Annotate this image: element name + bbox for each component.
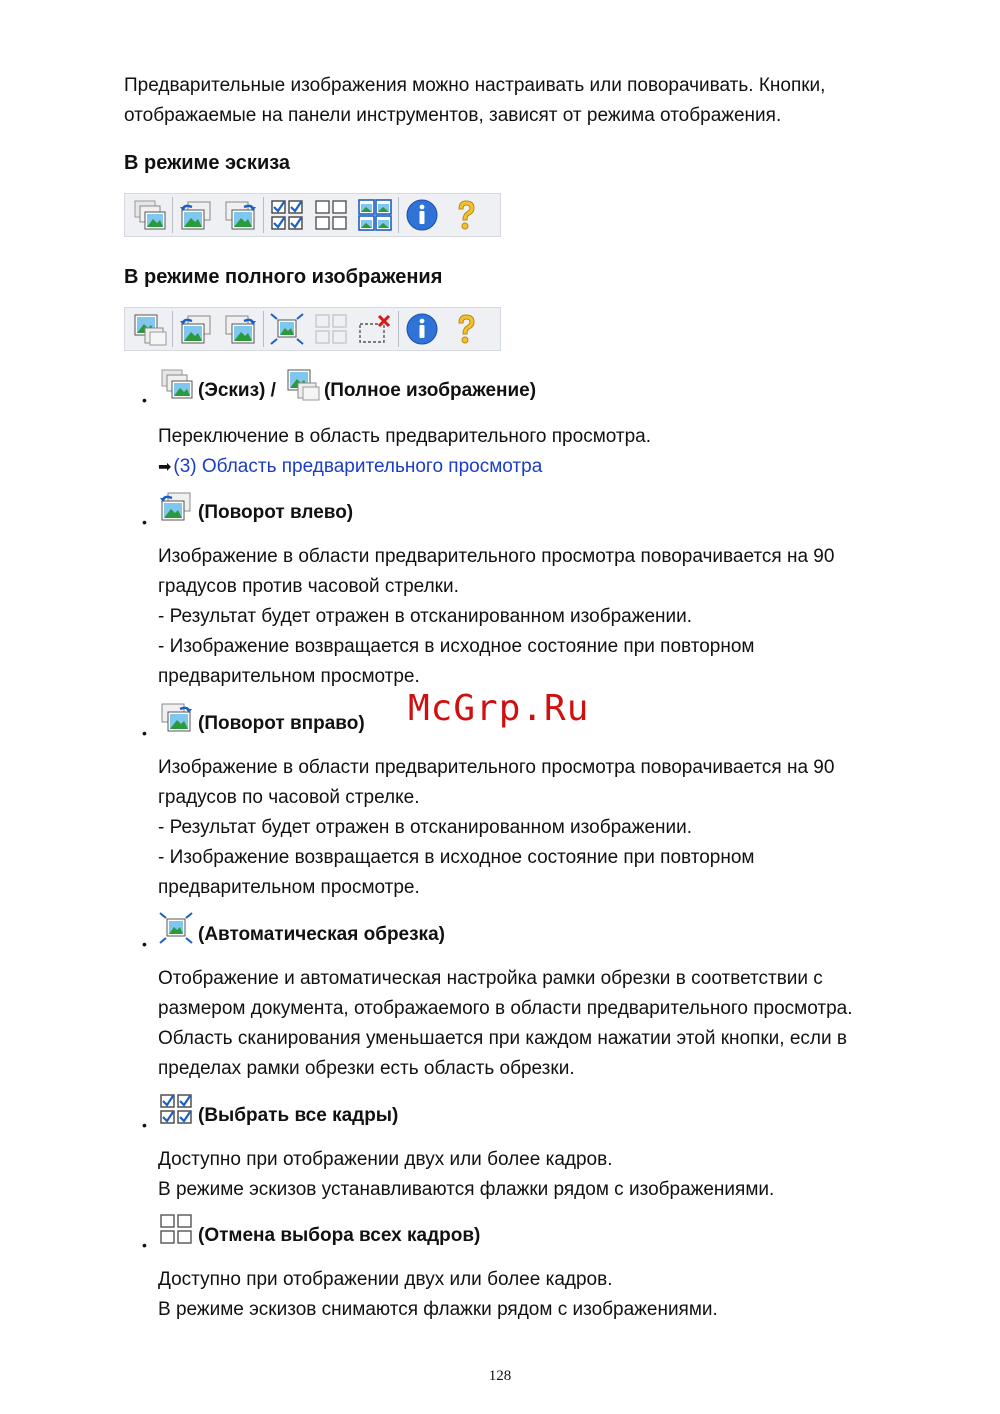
page-number: 128 (488, 1368, 512, 1384)
item-label-rotate-left: (Поворот влево) (198, 502, 354, 523)
item-desc-line: - Изображение возвращается в исходное состояние при повторном (158, 636, 755, 657)
section-thumbnail-heading: В режиме эскиза (124, 152, 291, 174)
item-desc-line: - Изображение возвращается в исходное состояние при повторном (158, 847, 755, 868)
item-desc-line: размером документа, отображаемого в области предварительного просмотра. (158, 998, 853, 1019)
bullet: • (142, 392, 147, 408)
bullet: • (142, 1117, 147, 1133)
help-icon[interactable] (444, 309, 488, 349)
deselect-grid-icon (309, 309, 353, 349)
item-desc-line: В режиме эскизов устанавливаются флажки рядом с изображениями. (158, 1179, 775, 1200)
bullet: • (142, 936, 147, 952)
intro-line-1: Предварительные изображения можно настраивать или поворачивать. Кнопки, (124, 75, 826, 96)
bullet: • (142, 725, 147, 741)
item-desc-line: предварительном просмотре. (158, 877, 420, 898)
item-desc-line: Отображение и автоматическая настройка рамки обрезки в соответствии с (158, 968, 823, 989)
item-desc-line: Переключение в область предварительного просмотра. (158, 426, 652, 447)
frames-icon[interactable] (353, 195, 397, 235)
item-label-auto-crop: (Автоматическая обрезка) (198, 924, 445, 945)
rotate-left-icon (158, 488, 194, 524)
select-all-frames-icon (158, 1091, 194, 1127)
intro-line-2: отображаемые на панели инструментов, зависят от режима отображения. (124, 105, 782, 126)
rotate-right-icon[interactable] (218, 195, 262, 235)
clear-crop-icon[interactable] (353, 309, 397, 349)
item-desc-line: - Результат будет отражен в отсканированном изображении. (158, 606, 693, 627)
item-desc-line: предварительном просмотре. (158, 666, 420, 687)
select-all-frames-icon[interactable] (265, 195, 309, 235)
item-label-select-all-frames: (Выбрать все кадры) (198, 1105, 399, 1126)
auto-crop-icon[interactable] (265, 309, 309, 349)
rotate-right-icon (158, 699, 194, 735)
auto-crop-icon (158, 910, 194, 946)
thumbnail-view-icon[interactable] (127, 195, 171, 235)
help-icon[interactable] (444, 195, 488, 235)
item-desc-line: - Результат будет отражен в отсканированном изображении. (158, 817, 693, 838)
item-desc-line: градусов против часовой стрелки. (158, 576, 459, 597)
rotate-left-icon[interactable] (174, 195, 218, 235)
rotate-right-icon[interactable] (218, 309, 262, 349)
item-desc-line: Изображение в области предварительного просмотра поворачивается на 90 (158, 546, 835, 567)
item-desc-line: Изображение в области предварительного просмотра поворачивается на 90 (158, 757, 835, 778)
full-image-view-icon[interactable] (127, 309, 171, 349)
full-image-view-icon (284, 366, 320, 402)
rotate-left-icon[interactable] (174, 309, 218, 349)
item-desc-line: пределах рамки обрезки есть область обрезки. (158, 1058, 575, 1079)
item-label-deselect-all-frames: (Отмена выбора всех кадров) (198, 1225, 481, 1246)
info-icon[interactable] (400, 195, 444, 235)
bullet: • (142, 1237, 147, 1253)
item-desc-line: градусов по часовой стрелке. (158, 787, 420, 808)
item-desc-line: Доступно при отображении двух или более кадров. (158, 1149, 613, 1170)
section-full-image-heading: В режиме полного изображения (124, 266, 443, 288)
toolbar-thumbnail-mode (124, 193, 501, 237)
bullet: • (142, 514, 147, 530)
deselect-all-frames-icon (158, 1211, 194, 1247)
deselect-all-frames-icon[interactable] (309, 195, 353, 235)
toolbar-full-image-mode (124, 307, 501, 351)
item-label-full-image: (Полное изображение) (323, 380, 537, 401)
arrow-right-icon: ➡ (158, 459, 172, 476)
info-icon[interactable] (400, 309, 444, 349)
item-label-rotate-right: (Поворот вправо) (198, 713, 365, 734)
item-desc-line: Область сканирования уменьшается при каждом нажатии этой кнопки, если в (158, 1028, 847, 1049)
item-label-thumbnail: (Эскиз) / (198, 380, 276, 401)
watermark: McGrp.Ru (408, 688, 590, 729)
item-desc-line: В режиме эскизов снимаются флажки рядом с изображениями. (158, 1299, 718, 1320)
item-desc-line: Доступно при отображении двух или более кадров. (158, 1269, 613, 1290)
preview-area-link[interactable]: ➡ (3) Область предварительного просмотра (158, 456, 543, 477)
thumbnail-view-icon (158, 366, 194, 402)
